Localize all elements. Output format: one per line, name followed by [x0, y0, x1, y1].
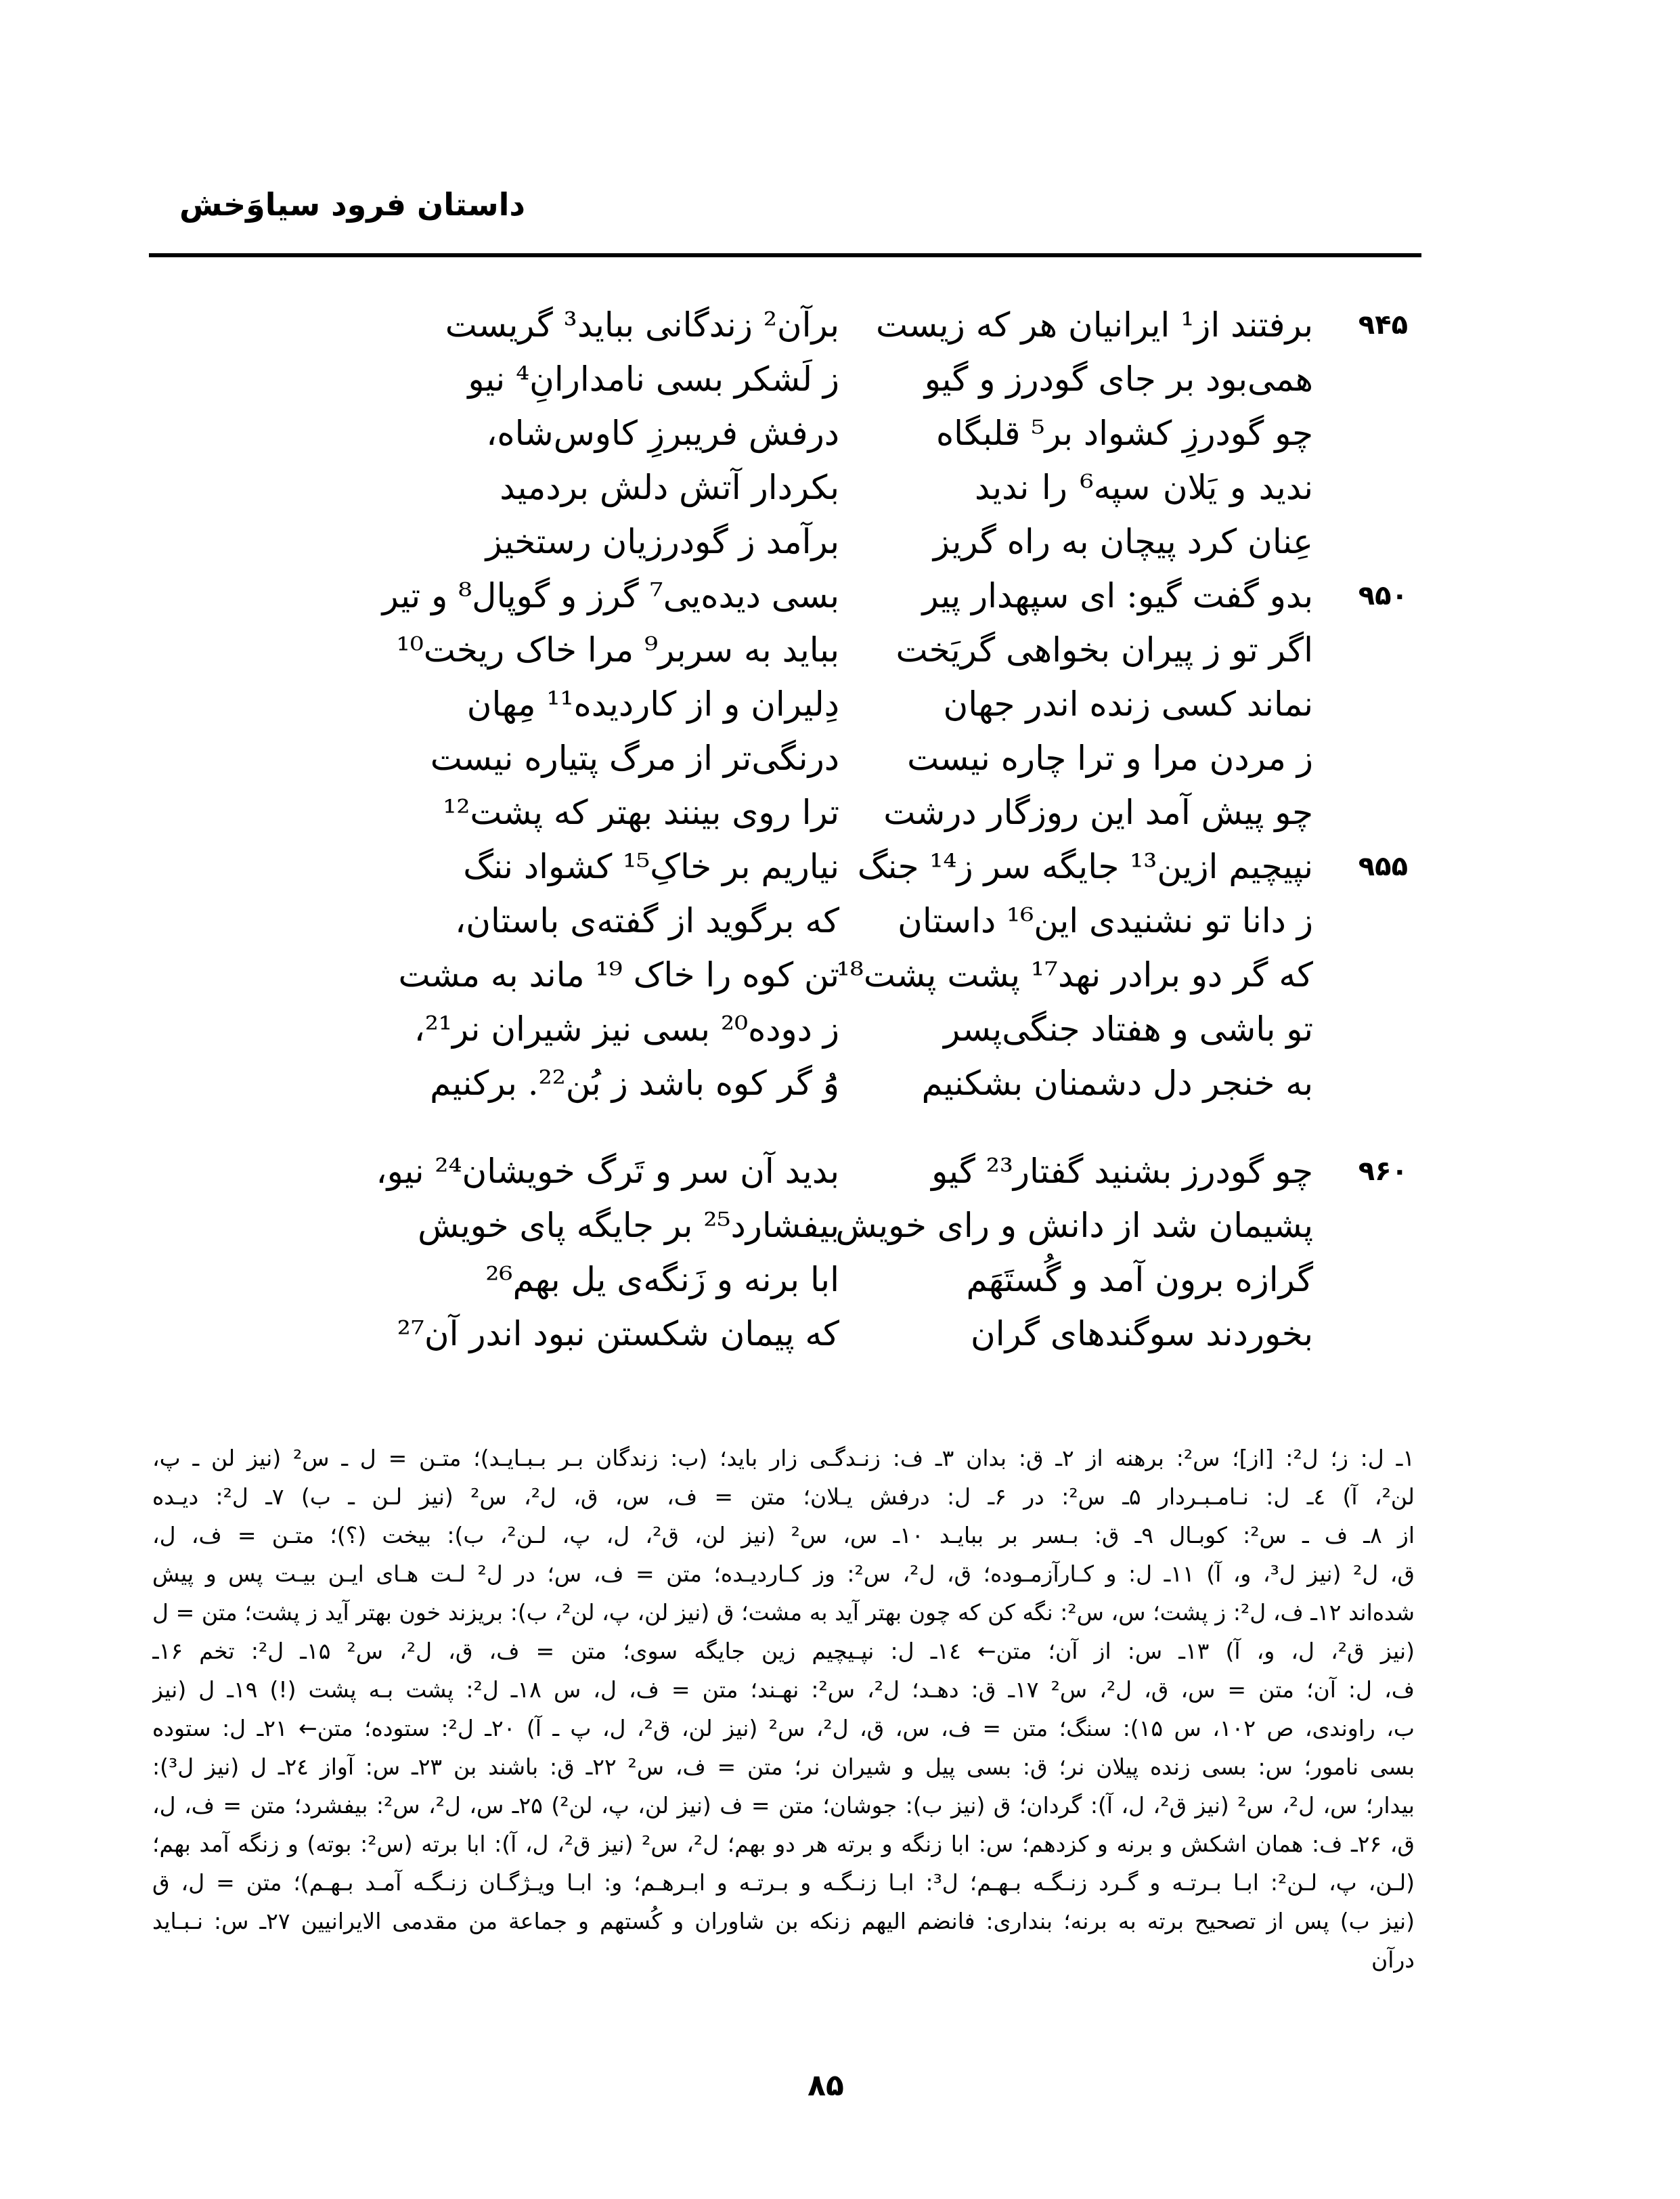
footnote-line: درآن [1371, 1946, 1415, 1973]
first-hemistich: تو باشی و هفتاد جنگی‌پسر [944, 1009, 1313, 1049]
first-hemistich: چو پیش آمد این روزگار درشت [883, 793, 1313, 832]
second-hemistich: بکردار آتش دلش بردمید [500, 468, 839, 507]
second-hemistich: درفش فریبرزِ کاوس‌شاه، [486, 414, 839, 453]
footnote-line: شده‌اند ۱۲ـ ف، ل²: ز پشت؛ س، س²: نگه کن که چون بهتر آید به مشت؛ ق (نیز لن، پ، لن²، ب): بریزند خون بهتر آید ز پشت؛ متن = ل [152, 1599, 1415, 1626]
header-rule [149, 253, 1421, 257]
first-hemistich: بخوردند سوگندهای گران [971, 1314, 1313, 1353]
second-hemistich: برآمد ز گودرزیان رستخیز [485, 522, 839, 561]
second-hemistich: بیفشارد²⁵ بر جایگه پای خویش [418, 1206, 839, 1245]
first-hemistich: پشیمان شد از دانش و رای خویش [835, 1206, 1313, 1245]
first-hemistich: نپیچیم ازین¹³ جایگه سر ز¹⁴ جنگ [857, 847, 1313, 886]
first-hemistich: ندید و یَلان سپه⁶ را ندید [975, 468, 1314, 507]
verse-number: ۹۵۵ [1358, 851, 1408, 882]
second-hemistich: ترا روی بینند بهتر که پشت¹² [443, 793, 839, 832]
couplet [298, 1253, 1421, 1307]
second-hemistich: که پیمان شکستن نبود اندر آن²⁷ [397, 1314, 839, 1353]
verse-number: ۹۴۵ [1358, 309, 1408, 341]
first-hemistich: ز دانا تو نشنیدی این¹⁶ داستان [898, 901, 1313, 940]
second-hemistich: ابا برنه و زَنگه‌ی یل بهم²⁶ [485, 1260, 839, 1299]
couplet [298, 894, 1421, 948]
footnotes [152, 1439, 1415, 1979]
couplet [298, 298, 1421, 352]
page-number: ۸۵ [808, 2068, 844, 2103]
couplet [298, 1307, 1421, 1361]
footnote-line: (نیز ب) پس از تصحیح برته به برنه؛ بنداری: فانضم الیهم زنکه بن شاوران و کُستهم و جماعة من مقدمی الایرانیین ۲۷ـ س: نـبـاید [152, 1908, 1415, 1934]
second-hemistich: که برگوید از گفته‌ی باستان، [455, 901, 839, 940]
couplet [298, 948, 1421, 1002]
first-hemistich: ز مردن مرا و ترا چاره نیست [907, 739, 1313, 778]
footnote-line: ۱ـ ل: ز؛ ل²: [از]؛ س²: برهنه از ۲ـ ق: بدان ۳ـ ف: زنـدگـی زار باید؛ (ب: زندگان بـر بـبـایـد)؛ متـن = ل ـ س² (نیز لن ـ پ، [152, 1445, 1415, 1471]
first-hemistich: گرازه برون آمد و گُستَهَم [966, 1260, 1313, 1299]
second-hemistich: بباید به سربر⁹ مرا خاک ریخت¹⁰ [396, 630, 839, 670]
first-hemistich: عِنان کرد پیچان به راه گریز [933, 522, 1313, 561]
second-hemistich: ز لَشکر بسی نامدارانِ⁴ نیو [468, 360, 839, 399]
second-hemistich: نیاریم بر خاکِ¹⁵ کشواد ننگ [463, 847, 839, 886]
footnote-line: بیدار؛ س، ل²، س² (نیز ق²، ل، آ): گردان؛ ق (نیز ب): جوشان؛ متن = ف (نیز لن، پ، لن²) ۲۵ـ س، ل²، س²: بیفشرد؛ متن = ف، ل، [152, 1792, 1415, 1819]
first-hemistich: نماند کسی زنده اندر جهان [943, 684, 1313, 724]
couplet [298, 569, 1421, 623]
footnote-line: ق، ل² (نیز ل³، و، آ) ۱۱ـ ل: و کـارآزمـوده؛ ق، ل²، س²: وز کـاردیـده؛ متن = ف، س؛ در ل² لـت هـای ایـن بیـت پس و پیش [152, 1561, 1415, 1587]
first-hemistich: چو گودرزِ کشواد بر⁵ قلبگاه [935, 414, 1313, 453]
footnote-line: ب، راوندی، ص ۱۰۲، س ۱۵): سنگ؛ متن = ف، س، ق، ل²، س² (نیز لن، ق²، ل، پ ـ آ) ۲۰ـ ل²: ستوده؛ متن← ۲۱ـ ل: ستوده [152, 1715, 1415, 1741]
couplet [298, 460, 1421, 515]
second-hemistich: دِلیران و از کاردیده¹¹ مِهان [466, 684, 839, 724]
second-hemistich: ز دوده²⁰ بسی نیز شیران نر²¹، [414, 1009, 839, 1049]
couplet [298, 1056, 1421, 1110]
running-title: داستان فرود سیاوَخش [179, 186, 525, 223]
couplet [298, 1002, 1421, 1056]
second-hemistich: برآن² زندگانی بباید³ گریست [445, 305, 839, 345]
poem-body [298, 298, 1421, 1361]
couplet [298, 677, 1421, 731]
second-hemistich: تن کوه را خاک ¹⁹ ماند به مشت [398, 955, 839, 995]
second-hemistich: بدید آن سر و تَرگ خویشان²⁴ نیو، [376, 1152, 839, 1191]
first-hemistich: که گر دو برادر نهد¹⁷ پشت پشت¹⁸ [836, 955, 1313, 995]
first-hemistich: به خنجر دل دشمنان بشکنیم [921, 1064, 1313, 1103]
first-hemistich: چو گودرز بشنید گفتار²³ گیو [931, 1152, 1313, 1191]
footnote-line: ف، ل: آن؛ متن = س، ق، ل²، س² ۱۷ـ ق: دهـد؛ ل²، س²: نهـند؛ متن = ف، ل، س ۱۸ـ ل²: پشت بـه پشت (!) ۱۹ـ ل (نیز [152, 1676, 1415, 1703]
verse-number: ۹۵۰ [1358, 580, 1408, 611]
footnote-line: (لـن، پ، لـن²: ابـا بـرتـه و گـرد زنـگـه بـهـم؛ ل³: ابـا زنـگـه و بـرتـه و ابـرهـم؛ و: ابـا ویـژگـان زنـگـه آمـد بـهـم)؛ متن = ل، ق [152, 1869, 1415, 1896]
footnote-line: (نیز ق²، ل، و، آ) ۱۳ـ س: از آن؛ متن← ۱٤ـ ل: نپـیچیم زین جایگه سوی؛ متن = ف، ق، ل²، س² ۱۵ـ ل²: تخم ۱۶ـ [152, 1638, 1415, 1664]
footnote-line: ق، ۲۶ـ ف: همان اشکش و برنه و کزدهم؛ س: ابا زنگه و برته هر دو بهم؛ ل²، س² (نیز ق²، ل، آ): ابا برته (س²: بوته) و زنگه آمد بهم؛ [152, 1831, 1415, 1857]
stanza-gap [298, 1110, 1421, 1144]
couplet [298, 1198, 1421, 1253]
footnote-line: از ۸ـ ف ـ س²: کوبـال ۹ـ ق: بـسر بر ببایـد ۱۰ـ س، س² (نیز لن، ق²، ل، پ، لـن²، ب): بیخت (؟)؛ متـن = ف، ل، [152, 1522, 1415, 1548]
first-hemistich: برفتند از¹ ایرانیان هر که زیست [876, 305, 1313, 345]
first-hemistich: اگر تو ز پیران بخواهی گریَخت [896, 630, 1313, 670]
couplet [298, 731, 1421, 785]
couplet [298, 785, 1421, 840]
footnote-line: لن²، آ) ٤ـ ل: نـامـبـردار ۵ـ س²: در ۶ـ ل: درفش یـلان؛ متن = ف، س، ق، ل²، س² (نیز لـن ـ ب) ۷ـ ل²: دیـده [152, 1483, 1415, 1510]
couplet [298, 623, 1421, 677]
couplet [298, 406, 1421, 460]
second-hemistich: وَُ گر کوه باشد ز بُن²². برکنیم [430, 1064, 839, 1103]
first-hemistich: همی‌بود بر جای گودرز و گیو [924, 360, 1313, 399]
couplet [298, 840, 1421, 894]
first-hemistich: بدو گفت گیو: ای سپهدار پیر [922, 576, 1313, 615]
couplet [298, 515, 1421, 569]
couplet [298, 1144, 1421, 1198]
second-hemistich: بسی دیده‌یی⁷ گرز و گوپال⁸ و تیر [382, 576, 839, 615]
verse-number: ۹۶۰ [1358, 1156, 1408, 1187]
couplet [298, 352, 1421, 406]
footnote-line: بسی نامور؛ س: بسی زنده پیلان نر؛ ق: بسی پیل و شیران نر؛ متن = ف، س² ۲۲ـ ق: باشند بن ۲۳ـ س: آواز ۲٤ـ ل (نیز ل³): [152, 1754, 1415, 1780]
second-hemistich: درنگی‌تر از مرگ پتیاره نیست [430, 739, 839, 778]
